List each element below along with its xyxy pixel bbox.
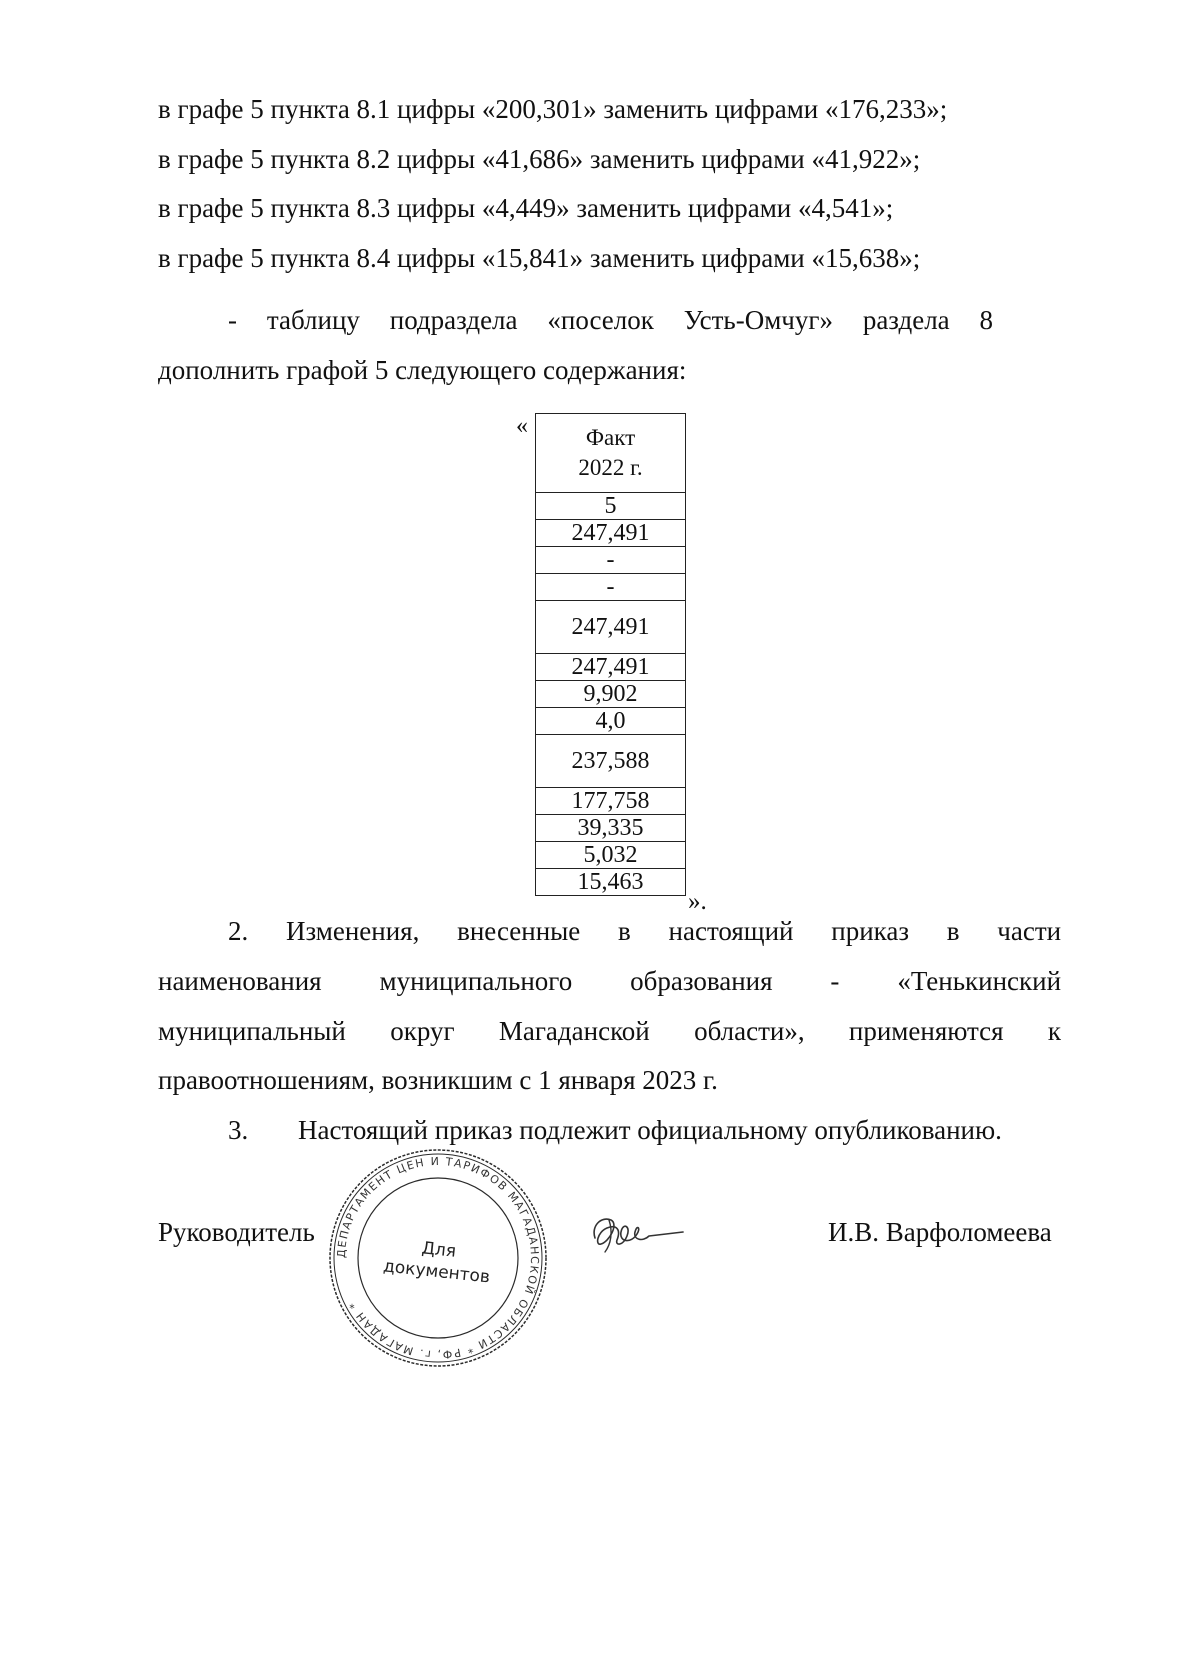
table-cell: 15,463 [536, 869, 686, 896]
word: раздела [862, 305, 950, 335]
table-row [536, 869, 686, 896]
table-cell: 247,491 [536, 520, 686, 547]
table-cell: - [536, 547, 686, 574]
stamp-ring-text: ДЕПАРТАМЕНТ ЦЕН И ТАРИФОВ МАГАДАНСКОЙ ОБЛАСТИ * РФ, г. МАГАДАН * [334, 1154, 542, 1362]
table-cell: 247,491 [536, 654, 686, 681]
table-cell: 9,902 [536, 681, 686, 708]
table-cell: 247,491 [536, 601, 686, 654]
word: к [1047, 1016, 1062, 1046]
item2-line-4: правоотношениям, возникшим с 1 января 2023 г. [158, 1065, 718, 1095]
word: внесенные [457, 916, 581, 946]
table-cell: 39,335 [536, 815, 686, 842]
table-row [536, 547, 686, 574]
word: в [946, 916, 960, 946]
item2-line-3 [158, 1016, 1061, 1047]
paragraph-8-3: в графе 5 пункта 8.3 цифры «4,449» заменить цифрами «4,541»; [158, 193, 894, 223]
word: Магаданской [498, 1016, 650, 1046]
word: применяются [848, 1016, 1004, 1046]
word: образования [630, 966, 773, 996]
table-row [536, 520, 686, 547]
table-quote-open: « [516, 413, 528, 439]
position-title: Руководитель [158, 1217, 315, 1247]
word: настоящий [668, 916, 794, 946]
fact-table [535, 413, 686, 896]
word: округ [390, 1016, 455, 1046]
table-row [536, 493, 686, 520]
item2-line-1 [228, 916, 1061, 947]
word: в [618, 916, 631, 946]
word: 8 [979, 305, 994, 335]
table-row [536, 574, 686, 601]
column-number-cell: 5 [536, 493, 686, 520]
table-row [536, 708, 686, 735]
table-cell: - [536, 574, 686, 601]
table-header-cell [536, 414, 686, 493]
word: части [997, 916, 1062, 946]
official-stamp [327, 1147, 549, 1369]
paragraph-8-4: в графе 5 пункта 8.4 цифры «15,841» заменить цифрами «15,638»; [158, 243, 921, 273]
item3-text: Настоящий приказ подлежит официальному опубликованию. [298, 1115, 1002, 1145]
item2-line-2 [158, 966, 1061, 997]
word: подраздела [389, 305, 518, 335]
word: Усть-Омчуг» [683, 305, 833, 335]
paragraph-8-1: в графе 5 пункта 8.1 цифры «200,301» заменить цифрами «176,233»; [158, 94, 948, 124]
table-quote-close: ». [688, 888, 707, 915]
table-intro-line-1 [228, 305, 993, 336]
paragraph-8-2: в графе 5 пункта 8.2 цифры «41,686» заменить цифрами «41,922»; [158, 144, 921, 174]
table-row [536, 815, 686, 842]
table-cell: 237,588 [536, 735, 686, 788]
word: «Тенькинский [897, 966, 1062, 996]
table-row [536, 601, 686, 654]
handwritten-signature [587, 1208, 687, 1258]
word: муниципального [379, 966, 573, 996]
table-row [536, 735, 686, 788]
header-line-1: Факт [585, 425, 636, 450]
stamp-center-line-2: документов [382, 1256, 491, 1288]
item-number: 2. [228, 916, 249, 946]
word: муниципальный [158, 1016, 346, 1046]
table-row [536, 681, 686, 708]
table-row [536, 414, 686, 493]
header-line-2: 2022 г. [578, 455, 643, 480]
item3-number: 3. [228, 1115, 249, 1145]
signatory-name: И.В. Варфоломеева [828, 1217, 1052, 1247]
table-cell: 177,758 [536, 788, 686, 815]
stamp-center-line-1: Для [420, 1238, 457, 1262]
table-cell: 5,032 [536, 842, 686, 869]
table-row [536, 842, 686, 869]
word: Изменения, [286, 916, 420, 946]
word: области», [694, 1016, 805, 1046]
table-row [536, 654, 686, 681]
word: - [830, 966, 840, 996]
table-intro-line-2: дополнить графой 5 следующего содержания: [158, 355, 687, 385]
table-row [536, 788, 686, 815]
word: приказ [831, 916, 910, 946]
word: наименования [158, 966, 322, 996]
word: «поселок [547, 305, 654, 335]
table-cell: 4,0 [536, 708, 686, 735]
word: - таблицу [228, 305, 360, 335]
